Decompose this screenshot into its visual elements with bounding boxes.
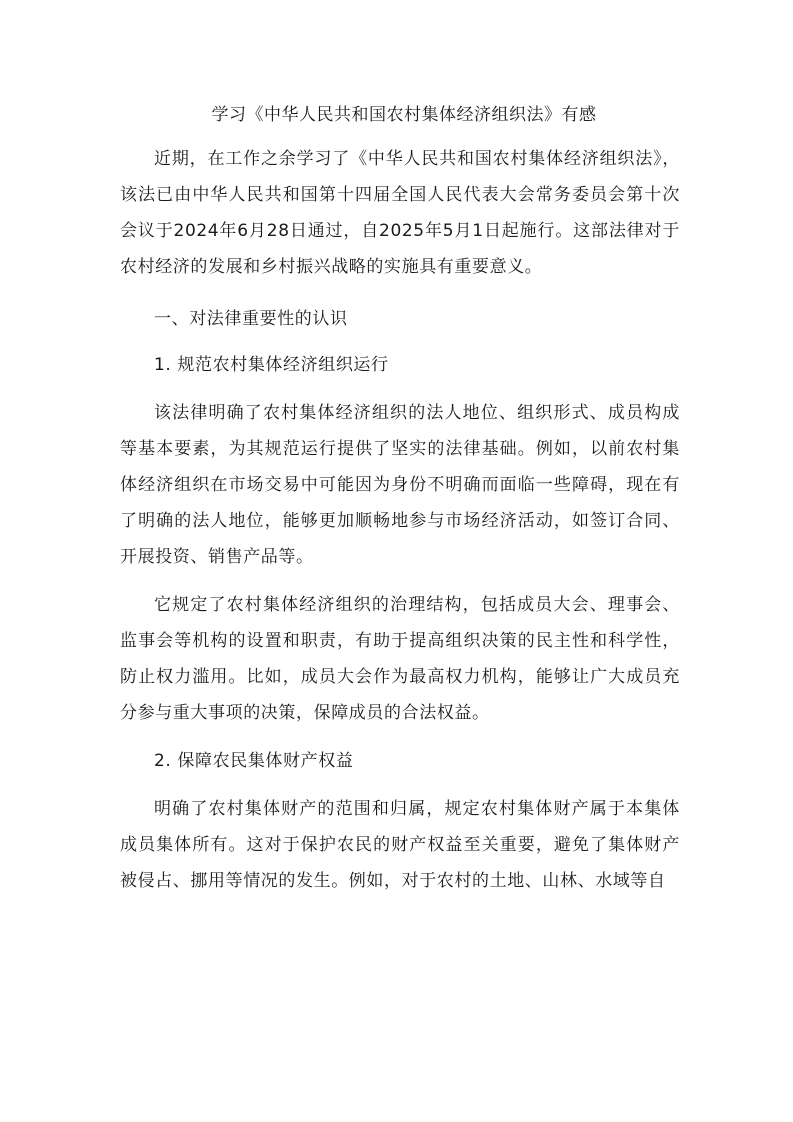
document-body: [120, 103, 680, 899]
subsection-1-paragraph-2: 它规定了农村集体经济组织的治理结构，包括成员大会、理事会、监事会等机构的设置和职责，有助于提高组织决策的民主性和科学性，防止权力滥用。比如，成员大会作为最高权力机构，能够让广大成员充分参与重大事项的决策，保障成员的合法权益。: [120, 595, 680, 723]
section-heading-1: 一、对法律重要性的认识: [154, 309, 348, 329]
subsection-heading-2: 2. 保障农民集体财产权益: [154, 751, 354, 771]
subsection-heading-1: 1. 规范农村集体经济组织运行: [154, 355, 389, 375]
document-title: 学习《中华人民共和国农村集体经济组织法》有感: [211, 105, 597, 125]
subsection-2-paragraph-1: 明确了农村集体财产的范围和归属，规定农村集体财产属于本集体成员集体所有。这对于保护农民的财产权益至关重要，避免了集体财产被侵占、挪用等情况的发生。例如，对于农村的土地、山林、水域等自: [120, 799, 680, 891]
intro-paragraph: 近期，在工作之余学习了《中华人民共和国农村集体经济组织法》，该法已由中华人民共和国第十四届全国人民代表大会常务委员会第十次会议于2024年6月28日通过，自2025年5月1日起施行。这部法律对于农村经济的发展和乡村振兴战略的实施具有重要意义。: [120, 149, 680, 277]
subsection-1-paragraph-1: 该法律明确了农村集体经济组织的法人地位、组织形式、成员构成等基本要素，为其规范运行提供了坚实的法律基础。例如，以前农村集体经济组织在市场交易中可能因为身份不明确而面临一些障碍，现在有了明确的法人地位，能够更加顺畅地参与市场经济活动，如签订合同、开展投资、销售产品等。: [120, 403, 680, 567]
